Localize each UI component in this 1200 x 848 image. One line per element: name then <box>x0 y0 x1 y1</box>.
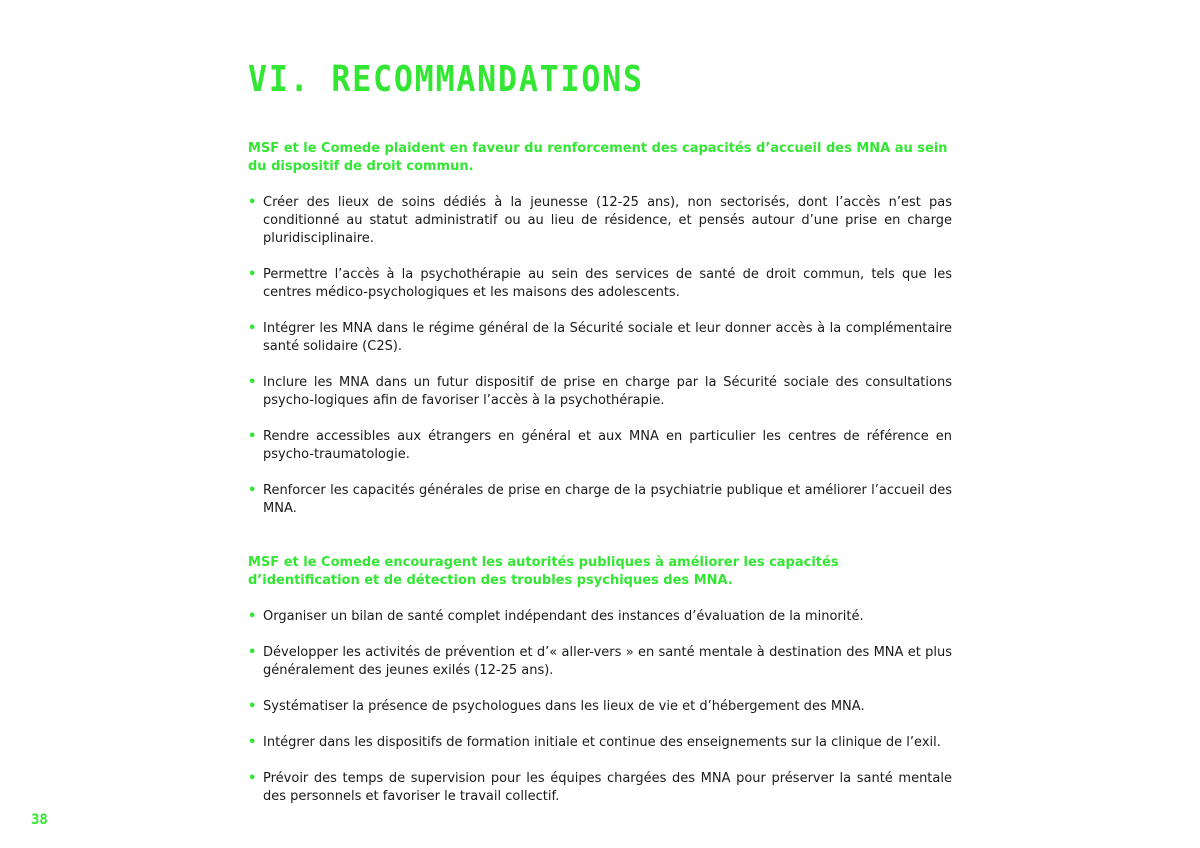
page-number: 38 <box>31 812 48 828</box>
page-title: VI. RECOMMANDATIONS <box>248 59 644 100</box>
list-item <box>248 608 952 626</box>
bullet-icon: • <box>248 429 257 444</box>
bullet-list <box>248 194 952 518</box>
bullet-icon: • <box>248 375 257 390</box>
list-item <box>248 734 952 752</box>
list-item-text: Intégrer les MNA dans le régime général de la Sécurité sociale et leur donner accès à la complémentaire santé solidaire (C2S). <box>263 321 952 354</box>
list-item <box>248 428 952 464</box>
list-item-text: Rendre accessibles aux étrangers en général et aux MNA en particulier les centres de référence en psycho-traumatologie. <box>263 429 952 462</box>
bullet-icon: • <box>248 699 257 714</box>
section-heading: MSF et le Comede plaident en faveur du renforcement des capacités d’accueil des MNA au sein du dispositif de droit commun. <box>248 141 948 174</box>
list-item <box>248 266 952 302</box>
list-item-text: Créer des lieux de soins dédiés à la jeunesse (12-25 ans), non sectorisés, dont l’accès n’est pas conditionné au statut administratif ou au lieu de résidence, et pensés autour d’une prise en charge pluridisciplinaire. <box>263 195 952 246</box>
list-item <box>248 194 952 248</box>
list-item-text: Prévoir des temps de supervision pour les équipes chargées des MNA pour préserver la santé mentale des personnels et favoriser le travail collectif. <box>263 771 952 804</box>
list-item <box>248 482 952 518</box>
section-heading: MSF et le Comede encouragent les autorités publiques à améliorer les capacités d’identification et de détection des troubles psychiques des MNA. <box>248 555 839 588</box>
bullet-icon: • <box>248 195 257 210</box>
bullet-list <box>248 608 952 806</box>
bullet-icon: • <box>248 735 257 750</box>
list-item-text: Organiser un bilan de santé complet indépendant des instances d’évaluation de la minorité. <box>263 609 864 624</box>
list-item-text: Systématiser la présence de psychologues dans les lieux de vie et d’hébergement des MNA. <box>263 699 865 714</box>
recommendation-section-access <box>248 140 952 518</box>
list-item <box>248 374 952 410</box>
list-item <box>248 320 952 356</box>
list-item-text: Inclure les MNA dans un futur dispositif de prise en charge par la Sécurité sociale des consultations psycho-logiques afin de favoriser l’accès à la psychothérapie. <box>263 375 952 408</box>
list-item-text: Développer les activités de prévention et d’« aller-vers » en santé mentale à destination des MNA et plus généralement des jeunes exilés (12-25 ans). <box>263 645 952 678</box>
bullet-icon: • <box>248 609 257 624</box>
list-item-text: Renforcer les capacités générales de prise en charge de la psychiatrie publique et améliorer l’accueil des MNA. <box>263 483 952 516</box>
bullet-icon: • <box>248 267 257 282</box>
bullet-icon: • <box>248 645 257 660</box>
list-item <box>248 644 952 680</box>
recommendations-content <box>248 140 952 806</box>
recommendation-section-detection <box>248 554 952 806</box>
list-item <box>248 698 952 716</box>
list-item <box>248 770 952 806</box>
bullet-icon: • <box>248 771 257 786</box>
list-item-text: Intégrer dans les dispositifs de formation initiale et continue des enseignements sur la clinique de l’exil. <box>263 735 941 750</box>
list-item-text: Permettre l’accès à la psychothérapie au sein des services de santé de droit commun, tels que les centres médico-psychologiques et les maisons des adolescents. <box>263 267 952 300</box>
bullet-icon: • <box>248 483 257 498</box>
bullet-icon: • <box>248 321 257 336</box>
